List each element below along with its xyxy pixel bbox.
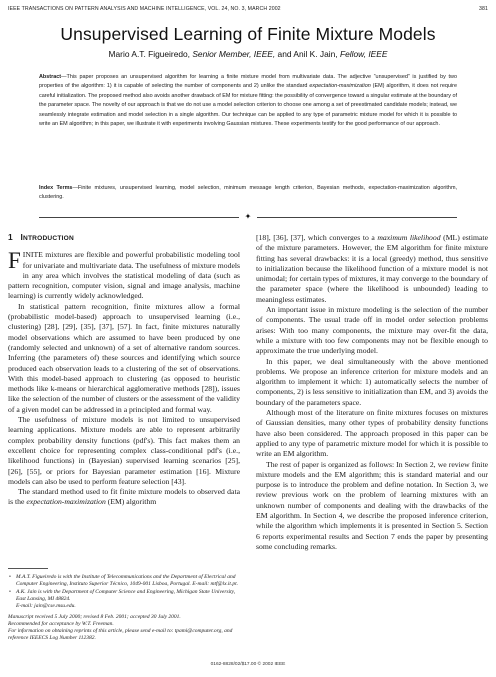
- manuscript-editor: Recommended for acceptance by W.T. Freeman.: [8, 621, 114, 627]
- abstract-label: Abstract: [39, 74, 62, 80]
- page-number: 381: [479, 6, 488, 12]
- affiliation-2: [16, 589, 240, 610]
- paragraph-5-text: [18], [36], [37], which converges to a: [256, 233, 378, 242]
- paragraph-2: In statistical pattern recognition, finite mixtures allow a formal (probabilistic model-based) approach to unsupervised learning (i.e., clustering) [28], [29], [35], [37], [57]. In fact, finite mixtures naturally model observations which are assumed to have been produced by one (randomly selected and unknown) of a set of alternative random sources. Inferring (the parameters of) these sources and identifying which source produced each observation leads to a clustering of the set of observations. With this model-based approach to clustering (as opposed to heuristic methods like k-means or hierarchical agglomerative methods [28]), issues like the selection of the number of clusters or the assessment of the validity of a given model can be addressed in a principled and formal way.: [8, 301, 240, 414]
- affiliation-2-email: E-mail: jain@cse.msu.edu.: [16, 603, 76, 609]
- journal-line: IEEE TRANSACTIONS ON PATTERN ANALYSIS AND MACHINE INTELLIGENCE, VOL. 24, NO. 3, MARCH 2002: [8, 6, 281, 12]
- manuscript-info: [8, 614, 240, 642]
- author-and: and: [277, 49, 292, 59]
- index-terms-text: —Finite mixtures, unsupervised learning, model selection, minimum message length criterion, Bayesian methods, expectation-maximization algorithm, clustering.: [39, 185, 457, 201]
- index-terms: [39, 184, 457, 203]
- paragraph-9: The rest of paper is organized as follows: In Section 2, we review finite mixture models and the EM algorithm; this is standard material and our purpose is to introduce the problem and define notation. In Section 3, we review previous work on the problem of learning mixtures with an unknown number of components and dealing with the drawbacks of the EM algorithm. In Section 4, we describe the proposed inference criterion, while the algorithm which implements it is presented in Section 5. Section 6 reports experimental results and Section 7 ends the paper by presenting some concluding remarks.: [256, 459, 488, 551]
- divider-line-right: [257, 217, 457, 218]
- paragraph-5-text-2: (ML) estimate of the mixture parameters. However, the EM algorithm for finite mixture fitting has several drawbacks: it is a local (greedy) method, thus sensitive to initialization because the likelihood function of a mixture model is not unimodal; for certain types of mixtures, it may converge to the boundary of the parameter space (where the likelihood is unbounded) leading to meaningless estimates.: [256, 233, 488, 304]
- paragraph-3: The usefulness of mixture models is not limited to unsupervised learning applications. Mixture models are able to represent arbitrarily complex probability density functions (pdf's). This fact makes them an excellent choice for representing complex class-conditional pdf's (i.e., likelihood functions) in (Bayesian) supervised learning scenarios [25], [26], [55], or priors for Bayesian parameter estimation [16]. Mixture models can also be used to perform feature selection [43].: [8, 415, 240, 486]
- paragraph-1: [8, 250, 240, 301]
- affiliation-list: [8, 574, 240, 610]
- author-line: [0, 49, 496, 59]
- author-1-role: Senior Member, IEEE,: [192, 49, 276, 59]
- paragraph-4: [8, 487, 240, 508]
- index-terms-label: Index Terms: [39, 185, 73, 191]
- section-divider: [39, 213, 457, 221]
- paragraph-1-smallcaps: INITE: [22, 250, 43, 260]
- section-heading: [8, 232, 240, 244]
- author-1-name: Mario A.T. Figueiredo,: [108, 49, 191, 59]
- affiliation-1: • M.A.T. Figueiredo is with the Institute of Telecommunications and the Department of Electrical and Computer Engineering, Instituto Superior Técnico, 1049-001 Lisboa, Portugal. E-mail: mtf@lx.it.pt.: [16, 574, 240, 588]
- paragraph-4-text-2: (EM) algorithm: [105, 497, 157, 507]
- divider-diamond-icon: ✦: [244, 212, 252, 221]
- reprint-info: For information on obtaining reprints of this article, please send e-mail to: tpami@computer.org, and reference IEEECS Log Number 112382.: [8, 628, 233, 641]
- section-number: 1: [8, 232, 13, 242]
- paragraph-8: Although most of the literature on finite mixtures focuses on mixtures of Gaussian densities, many other types of probability density functions have also been considered. The approach proposed in this paper can be applied to any type of parametric mixture model for which it is possible to write an EM algorithm.: [256, 408, 488, 459]
- author-2-name: Anil K. Jain,: [293, 49, 338, 59]
- footnotes: [8, 568, 240, 642]
- copyright-footer: 0162-8828/02/$17.00 © 2002 IEEE: [210, 662, 286, 667]
- running-header: [8, 4, 488, 14]
- abstract: [39, 73, 457, 129]
- divider-line-left: [39, 217, 239, 218]
- section-title-rest: NTRODUCTION: [22, 235, 74, 242]
- paragraph-5: [256, 233, 488, 305]
- abstract-text: —This paper proposes an unsupervised algorithm for learning a finite mixture model from multivariate data. The adjective “unsupervised” is justified by two properties of the algorithm: 1) it is capable of selecting the number of components and 2) unlike the standard: [39, 74, 457, 90]
- footnote-rule: [8, 568, 48, 569]
- paper-title: Unsupervised Learning of Finite Mixture Models: [60, 24, 436, 44]
- abstract-em-term: expectation-maximization: [309, 83, 371, 90]
- paragraph-1-text: mixtures are flexible and powerful probabilistic modeling tool for univariate and multivariate data. The usefulness of mixture models in any area which involves the statistical modeling of data (such as pattern recognition, computer vision, signal and image analysis, machine learning) is currently widely acknowledged.: [8, 250, 240, 301]
- paragraph-4-text: The standard method used to fit finite mixture models to observed data is the: [8, 487, 240, 507]
- abstract-text-2: (EM) algorithm, it does not require careful initialization. The proposed method also avoids another drawback of EM for mixture fitting: the possibility of convergence toward a singular estimate at the boundary of the parameter space. The novelty of our approach is that we do not use a model selection criterion to choose one among a set of preestimated candidate models; instead, we seamlessly integrate estimation and model selection in a single algorithm. Our technique can be applied to any type of parametric mixture model for which it is possible to write an EM algorithm; in this paper, we illustrate it with experiments involving Gaussian mixtures. These experiments testify for the good performance of our approach.: [39, 83, 457, 128]
- paragraph-4-em: expectation-maximization: [26, 497, 106, 507]
- paragraph-6: An important issue in mixture modeling is the selection of the number of components. The usual trade off in model order selection problems arises: With too many components, the mixture may over-fit the data, while a mixture with too few components may not be flexible enough to approximate the true underlying model.: [256, 305, 488, 356]
- author-2-role: Fellow, IEEE: [339, 49, 388, 59]
- paragraph-5-em: maximum likelihood: [377, 233, 441, 242]
- drop-cap: F: [8, 248, 21, 274]
- affiliation-2-text: A.K. Jain is with the Department of Computer Science and Engineering, Michigan State University, East Lansing, MI 48824.: [16, 589, 236, 602]
- manuscript-dates: Manuscript received 5 July 2000; revised 8 Feb. 2001; accepted 30 July 2001.: [8, 614, 181, 620]
- paragraph-7: In this paper, we deal simultaneously with the above mentioned problems. We propose an inference criterion for mixture models and an algorithm to implement it which: 1) automatically selects the number of components, 2) is less sensitive to initialization than EM, and 3) avoids the boundary of the parameters space.: [256, 356, 488, 407]
- left-column: [8, 232, 240, 508]
- right-column: [256, 233, 488, 552]
- section-title-first: I: [20, 232, 23, 242]
